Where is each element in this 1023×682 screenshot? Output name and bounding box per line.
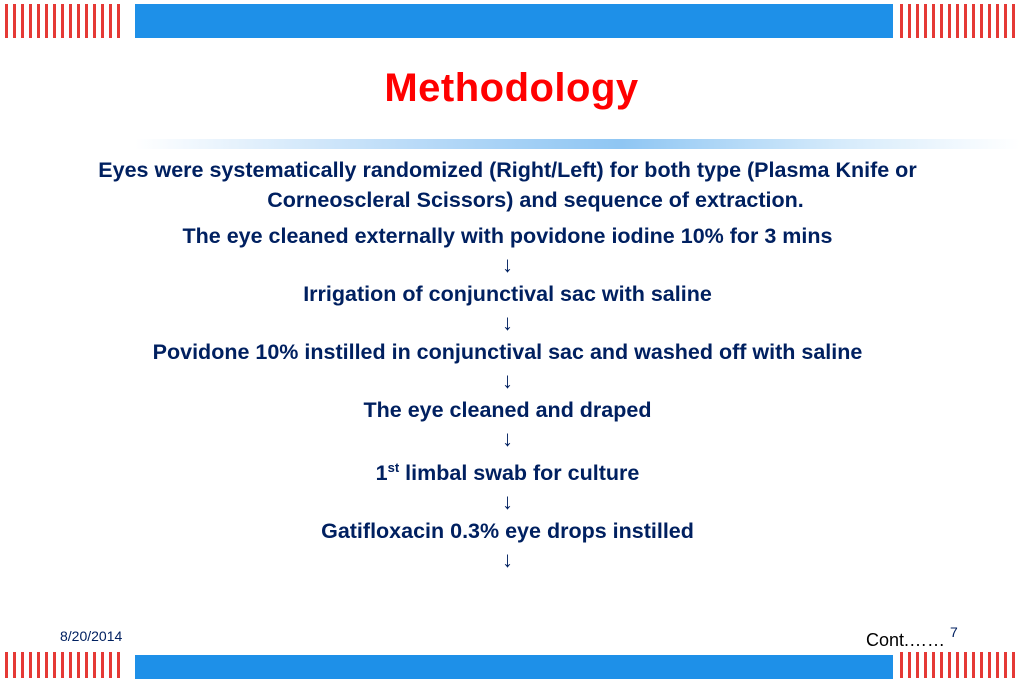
title-underline-gradient xyxy=(135,139,1020,149)
stripe-pattern-top-left xyxy=(5,4,127,38)
top-left-stripes xyxy=(5,4,127,38)
top-blue-band xyxy=(135,4,893,38)
down-arrow-icon: ↓ xyxy=(502,310,513,335)
step-1: The eye cleaned externally with povidone iodine 10% for 3 mins xyxy=(182,224,833,248)
step-4: The eye cleaned and draped xyxy=(363,398,652,422)
step-5-ordinal-suffix: st xyxy=(387,460,400,475)
down-arrow-icon: ↓ xyxy=(502,252,513,277)
top-right-stripes xyxy=(900,4,1020,38)
step-6: Gatifloxacin 0.3% eye drops instilled xyxy=(321,519,694,544)
footer-date: 8/20/2014 xyxy=(60,628,123,644)
bottom-blue-band xyxy=(135,655,893,679)
down-arrow-icon: ↓ xyxy=(502,489,513,515)
intro-paragraph: Eyes were systematically randomized (Right/Left) for both type (Plasma Knife or Corneoscleral Scissors) and sequence of extraction. xyxy=(98,158,917,212)
continued-label: Cont.…… xyxy=(866,630,946,650)
stripe-pattern-top-right xyxy=(900,4,1020,38)
page-number: 7 xyxy=(950,624,958,640)
bottom-right-stripes xyxy=(900,652,1020,678)
slide-title: Methodology xyxy=(384,66,639,110)
step-3: Povidone 10% instilled in conjunctival sac and washed off with saline xyxy=(152,340,863,364)
stripe-pattern-bottom-right xyxy=(900,652,1020,678)
down-arrow-icon: ↓ xyxy=(502,368,513,393)
down-arrow-icon: ↓ xyxy=(502,426,513,451)
down-arrow-icon: ↓ xyxy=(502,547,513,573)
slide-body xyxy=(30,155,985,574)
step-2: Irrigation of conjunctival sac with saline xyxy=(303,282,712,306)
step-5 xyxy=(30,453,985,488)
bottom-left-stripes xyxy=(5,652,127,678)
stripe-pattern-bottom-left xyxy=(5,652,127,678)
step-5-text: limbal swab for culture xyxy=(405,461,640,486)
step-5-ordinal: 1 xyxy=(375,461,388,486)
